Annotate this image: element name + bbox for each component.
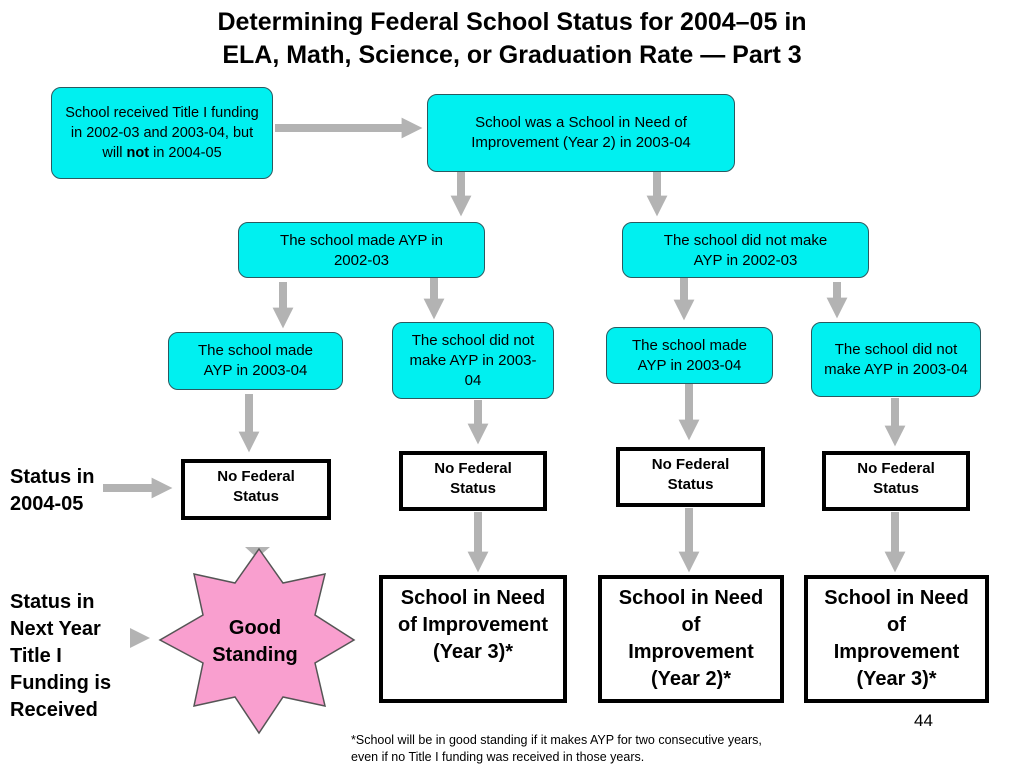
- label-status-2004-05: Status in 2004-05: [10, 466, 95, 515]
- box-not-made-ayp-0304-b: The school did not make AYP in 2003-04: [392, 322, 554, 399]
- footnote-line-2: even if no Title I funding was received in those years.: [351, 750, 645, 764]
- box-title-i-funding: School received Title I funding in 2002-03 and 2003-04, but will not in 2004-05: [51, 87, 273, 179]
- status-box-1: No Federal Status: [181, 459, 331, 520]
- box-not-made-ayp-0203: The school did not make AYP in 2002-03: [622, 222, 869, 278]
- status-box-2: No Federal Status: [399, 451, 547, 511]
- result-box-3: School in Need of Improvement (Year 3)*: [804, 575, 989, 703]
- footnote-line-1: *School will be in good standing if it makes AYP for two consecutive years,: [351, 733, 762, 747]
- box-made-ayp-0203: The school made AYP in 2002-03: [238, 222, 485, 278]
- label-status-next-year: Status in Next Year Title I Funding is Received: [10, 591, 112, 721]
- status-box-4: No Federal Status: [822, 451, 970, 511]
- good-standing-label: Good Standing: [212, 617, 298, 666]
- box-made-ayp-0304-c: The school made AYP in 2003-04: [606, 327, 773, 384]
- box-made-ayp-0304-a: The school made AYP in 2003-04: [168, 332, 343, 390]
- title-line-1: Determining Federal School Status for 2004–05 in: [217, 8, 807, 36]
- result-box-2: School in Need of Improvement (Year 2)*: [598, 575, 784, 703]
- result-box-1: School in Need of Improvement (Year 3)*: [379, 575, 567, 703]
- page-number: 44: [914, 711, 933, 730]
- status-box-3: No Federal Status: [616, 447, 765, 507]
- box-sina-year2: School was a School in Need of Improvement (Year 2) in 2003-04: [427, 94, 735, 172]
- title-line-2: ELA, Math, Science, or Graduation Rate — Part 3: [222, 41, 802, 69]
- footnote: [351, 732, 762, 766]
- box-not-made-ayp-0304-d: The school did not make AYP in 2003-04: [811, 322, 981, 397]
